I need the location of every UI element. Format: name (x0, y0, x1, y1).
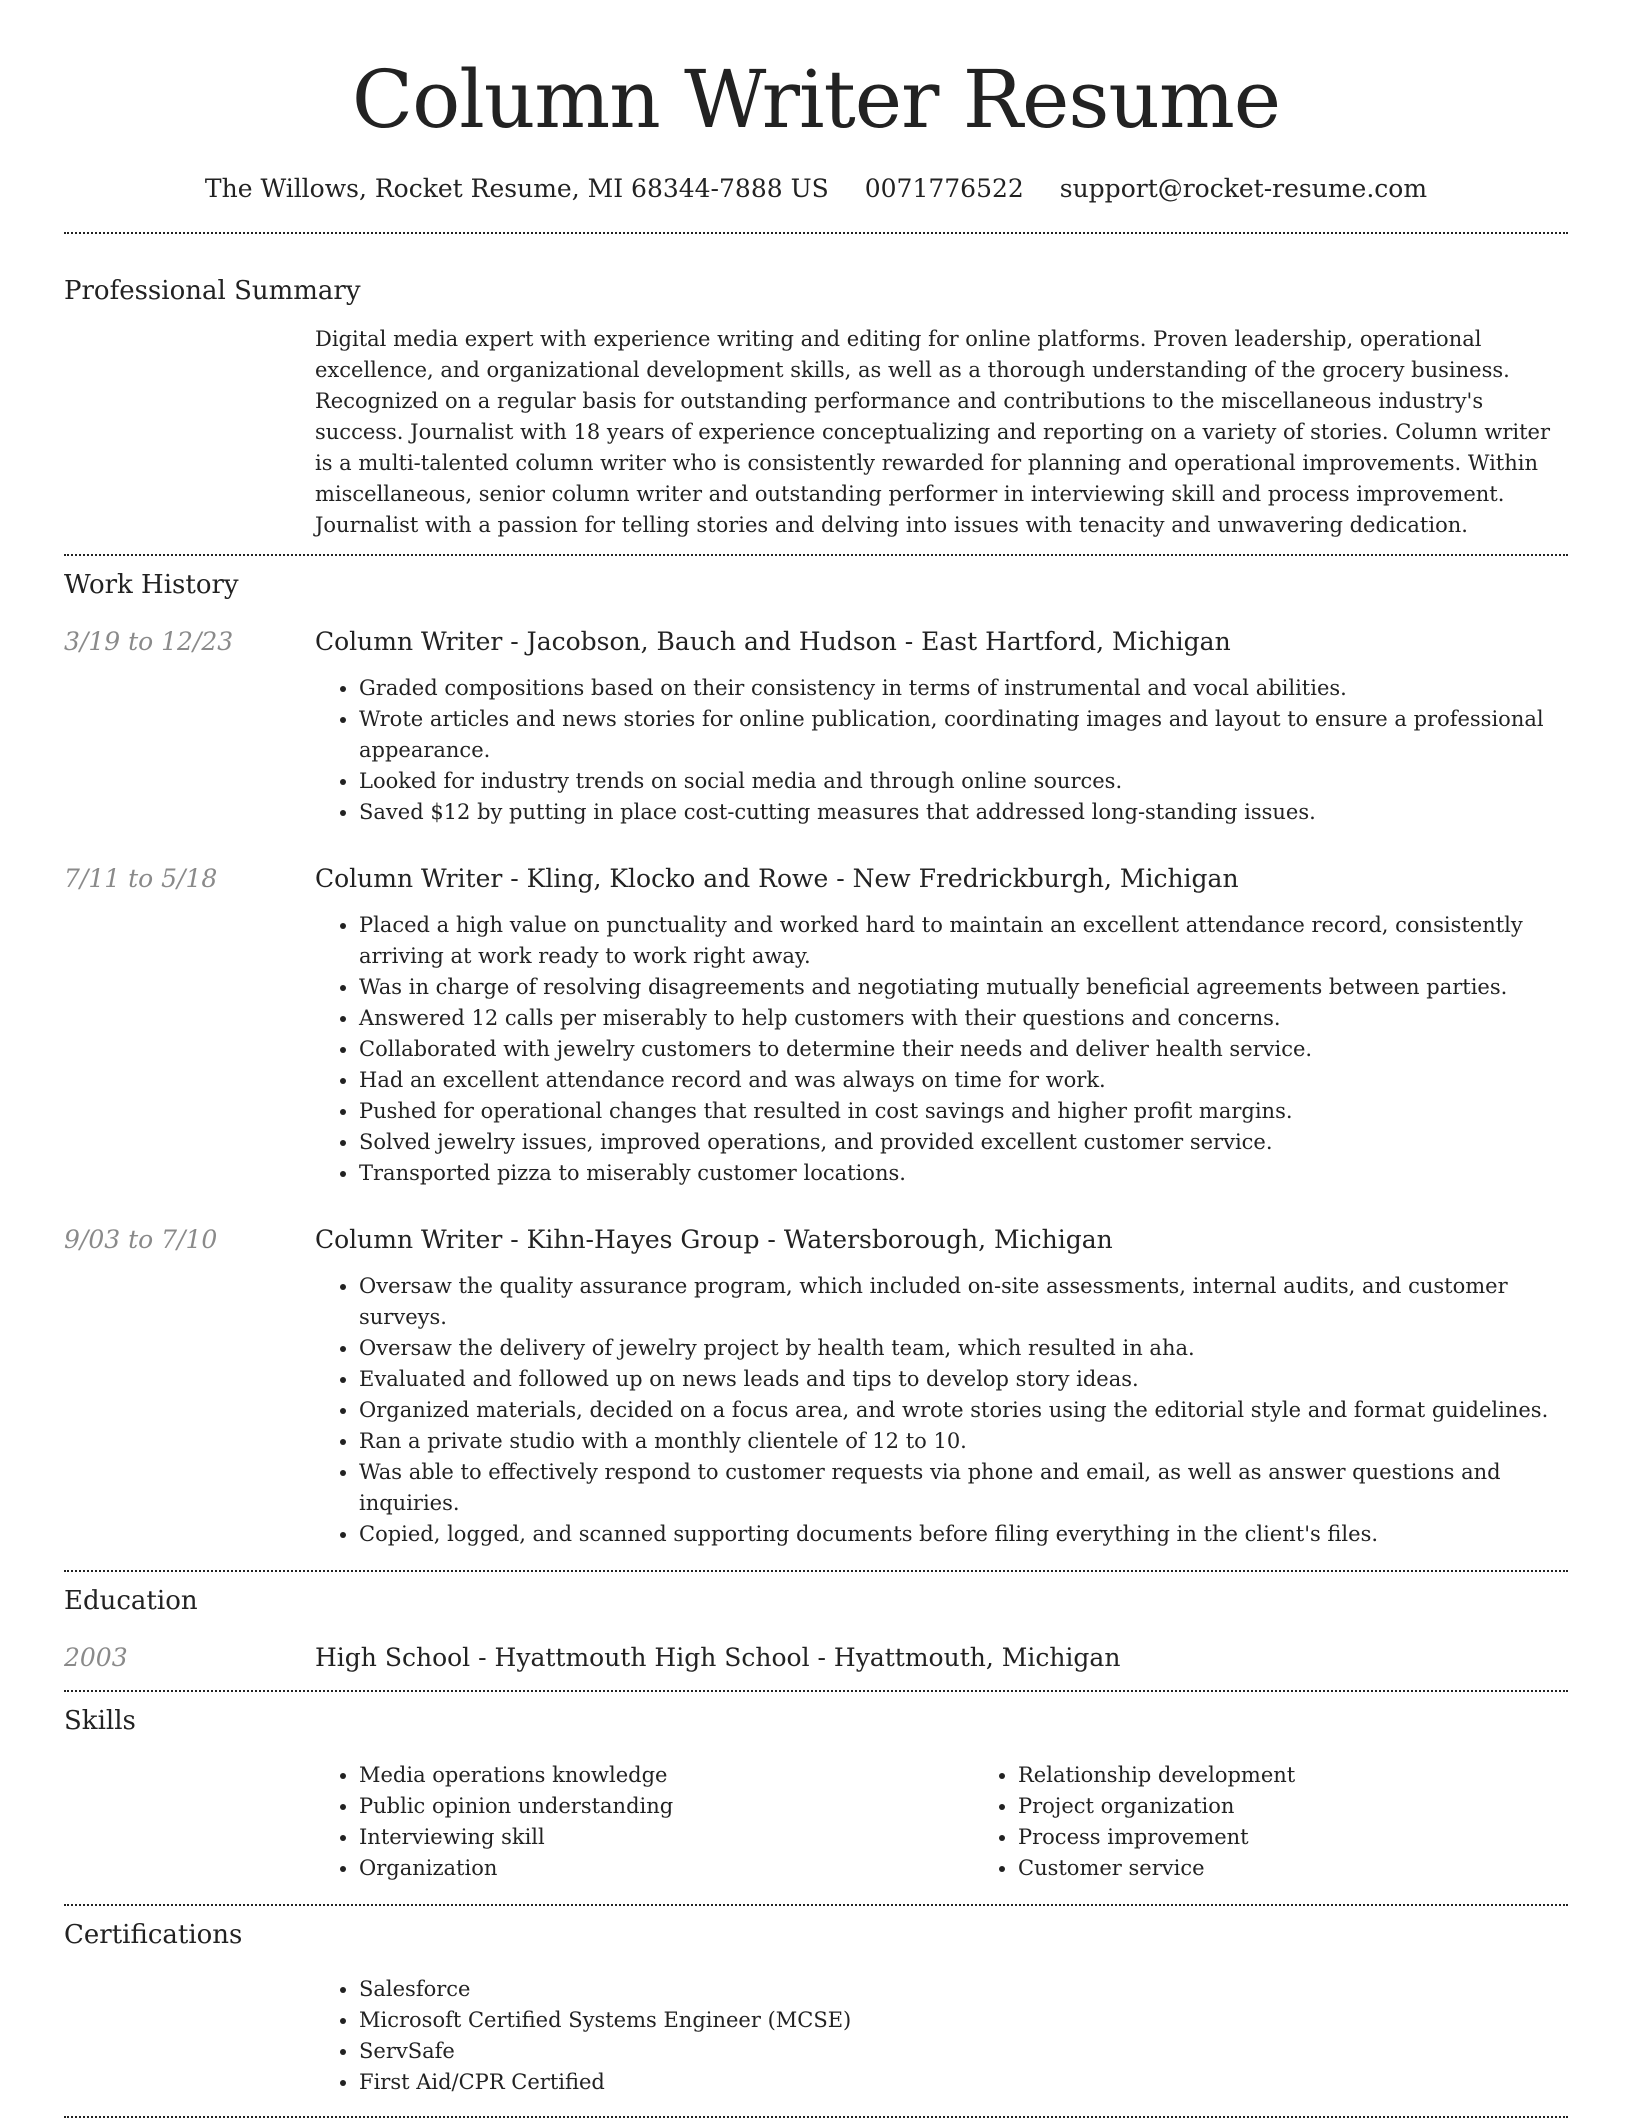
resume-page (64, 0, 1568, 2118)
list-item: • Organized materials, decided on a focus area, and wrote stories using the editorial style and format guidelines. (359, 1395, 1568, 1426)
divider (64, 1570, 1568, 1572)
contact-phone: 0071776522 (864, 174, 1024, 203)
divider (64, 232, 1568, 234)
list-item: • Transported pizza to miserably customer locations. (359, 1158, 1568, 1189)
list-item: • Pushed for operational changes that resulted in cost savings and higher profit margins. (359, 1096, 1568, 1127)
list-item: • Public opinion understanding (359, 1791, 974, 1822)
job-entry (64, 626, 1568, 828)
list-item: • Collaborated with jewelry customers to determine their needs and deliver health service. (359, 1034, 1568, 1065)
list-item: • Interviewing skill (359, 1822, 974, 1853)
list-item: • Process improvement (1018, 1822, 1632, 1853)
divider (64, 554, 1568, 556)
list-item: • Customer service (1018, 1853, 1632, 1884)
job-entry (64, 863, 1568, 1189)
list-item: • Project organization (1018, 1791, 1632, 1822)
list-item: • Salesforce (359, 1974, 1568, 2005)
certifications-list (315, 1974, 1568, 2098)
summary-heading: Professional Summary (64, 276, 361, 306)
list-item: • Oversaw the delivery of jewelry project by health team, which resulted in aha. (359, 1333, 1568, 1364)
job-dates: 3/19 to 12/23 (64, 627, 234, 656)
list-item: • Answered 12 calls per miserably to help customers with their questions and concerns. (359, 1003, 1568, 1034)
job-dates: 9/03 to 7/10 (64, 1225, 218, 1254)
job-title: Column Writer - Jacobson, Bauch and Hudson - East Hartford, Michigan (315, 627, 1231, 656)
summary-text: Digital media expert with experience writing and editing for online platforms. Proven leadership, operational excellence, and organizational development skills, as well as a thorough understanding of the grocery business. Recognized on a regular basis for outstanding performance and contributions to the miscellaneous industry's success. Journalist with 18 years of experience conceptualizing and reporting on a variety of stories. Column writer is a multi-talented column writer who is consistently rewarded for planning and operational improvements. Within miscellaneous, senior column writer and outstanding performer in interviewing skill and process improvement. Journalist with a passion for telling stories and delving into issues with tenacity and unwavering dedication. (315, 327, 1550, 537)
job-dates: 7/11 to 5/18 (64, 864, 218, 893)
list-item: • Oversaw the quality assurance program, which included on-site assessments, internal audits, and customer surveys. (359, 1271, 1568, 1333)
list-item: • Evaluated and followed up on news leads and tips to develop story ideas. (359, 1364, 1568, 1395)
list-item: • Had an excellent attendance record and was always on time for work. (359, 1065, 1568, 1096)
job-title: Column Writer - Kling, Klocko and Rowe - New Fredrickburgh, Michigan (315, 864, 1239, 893)
job-bullets (315, 910, 1568, 1189)
list-item: • Wrote articles and news stories for online publication, coordinating images and layout to ensure a professional appearance. (359, 704, 1568, 766)
job-entry (64, 1224, 1568, 1550)
skills-column-right (974, 1760, 1632, 1884)
work-history-heading: Work History (64, 570, 239, 600)
resume-title: Column Writer Resume (351, 53, 1281, 146)
list-item: • Microsoft Certified Systems Engineer (MCSE) (359, 2005, 1568, 2036)
job-bullets (315, 1271, 1568, 1550)
list-item: • First Aid/CPR Certified (359, 2067, 1568, 2098)
list-item: • Organization (359, 1853, 974, 1884)
list-item: • Looked for industry trends on social media and through online sources. (359, 766, 1568, 797)
contact-info (64, 172, 1568, 206)
list-item: • Ran a private studio with a monthly clientele of 12 to 10. (359, 1426, 1568, 1457)
job-title: Column Writer - Kihn-Hayes Group - Watersborough, Michigan (315, 1225, 1113, 1254)
education-title: High School - Hyattmouth High School - Hyattmouth, Michigan (315, 1643, 1121, 1672)
list-item: • Media operations knowledge (359, 1760, 974, 1791)
skills-column-left (315, 1760, 974, 1884)
skills-list (315, 1760, 1632, 1884)
certifications-heading: Certifications (64, 1920, 243, 1950)
divider (64, 1904, 1568, 1906)
list-item: • Saved $12 by putting in place cost-cutting measures that addressed long-standing issues. (359, 797, 1568, 828)
list-item: • Was able to effectively respond to customer requests via phone and email, as well as answer questions and inquiries. (359, 1457, 1568, 1519)
list-item: • Solved jewelry issues, improved operations, and provided excellent customer service. (359, 1127, 1568, 1158)
education-year: 2003 (64, 1643, 128, 1672)
education-entry (64, 1642, 1568, 1674)
job-bullets (315, 673, 1568, 828)
list-item: • Placed a high value on punctuality and worked hard to maintain an excellent attendance record, consistently arriving at work ready to work right away. (359, 910, 1568, 972)
divider (64, 1690, 1568, 1692)
list-item: • Relationship development (1018, 1760, 1632, 1791)
skills-heading: Skills (64, 1706, 136, 1736)
list-item: • Copied, logged, and scanned supporting documents before filing everything in the client's files. (359, 1519, 1568, 1550)
list-item: • Was in charge of resolving disagreements and negotiating mutually beneficial agreements between parties. (359, 972, 1568, 1003)
education-heading: Education (64, 1586, 198, 1616)
contact-address: The Willows, Rocket Resume, MI 68344-7888 US (204, 174, 829, 203)
list-item: • ServSafe (359, 2036, 1568, 2067)
contact-email: support@rocket-resume.com (1059, 174, 1428, 203)
list-item: • Graded compositions based on their consistency in terms of instrumental and vocal abilities. (359, 673, 1568, 704)
